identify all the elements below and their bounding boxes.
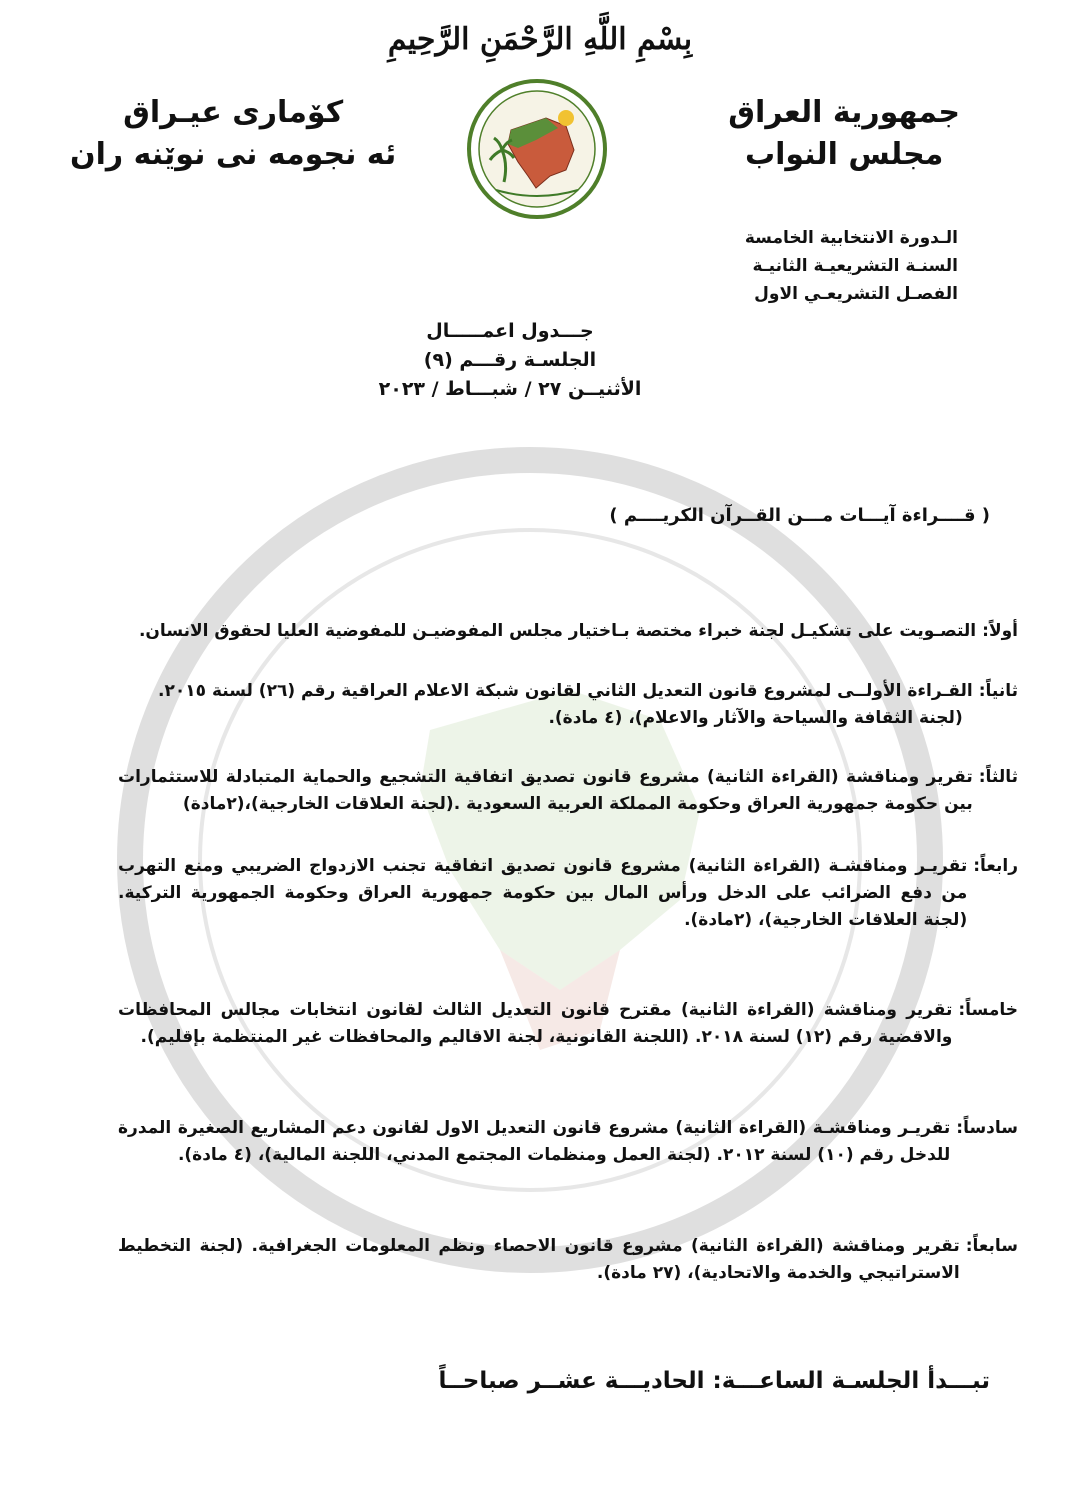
agenda-item [118, 1233, 1018, 1287]
agenda-item [118, 853, 1018, 934]
session-date: الأثنيــن ٢٧ / شبـــاط / ٢٠٢٣ [378, 378, 642, 400]
item-text: تقرير ومناقشة (القراءة الثانية) مشروع قانون تصديق اتفاقية التشجيع والحماية المتبادلة للاستثمارات بين حكومة جمهورية العراق وحكومة المملكة العربية السعودية .(لجنة العلاقات الخارجية)،(٢مادة) [118, 767, 973, 814]
agenda-item [118, 618, 1018, 645]
session-number: الجلسـة رقـــم (٩) [423, 349, 597, 371]
council-logo-icon [466, 78, 608, 220]
council-name: مجلس النواب [744, 137, 944, 172]
item-text: تقرير ومناقشة (القراءة الثانية) مشروع قانون الاحصاء ونظم المعلومات الجغرافية. (لجنة التخطيط الاستراتيجي والخدمة والاتحادية)، (٢٧ مادة). [118, 1236, 960, 1283]
item-number: خامساً: [958, 1000, 1018, 1020]
quran-reading: ( قــــراءة آيـــات مـــن القــرآن الكريــــم ) [609, 505, 990, 526]
agenda-item [118, 764, 1018, 818]
item-number: رابعاً: [973, 856, 1018, 876]
item-text: التصـويت على تشكيـل لجنة خبراء مختصة بـاختيار مجلس المفوضيـن للمفوضية العليا لحقوق الانسان. [138, 621, 977, 641]
item-text: القـراءة الأولــى لمشروع قانون التعديل الثاني لقانون شبكة الاعلام العراقية رقم (٢٦) لسنة ٢٠١٥. [158, 681, 973, 701]
item-number: أولاً: [982, 621, 1018, 641]
republic-name: جمهورية العراق [728, 95, 960, 130]
item-subtext: (لجنة الثقافة والسياحة والآثار والاعلام)، (٤ مادة). [548, 708, 963, 728]
term-info [745, 224, 958, 308]
agenda-item [118, 997, 1018, 1051]
legislative-chapter: الفصـل التشريعـي الاول [754, 284, 958, 304]
electoral-session: الـدورة الانتخابية الخامسة [744, 228, 958, 248]
session-start-time: تبـــدأ الجلسـة الساعـــة: الحاديـــة عشــر صباحــاً [438, 1368, 990, 1394]
agenda-title: جـــدول اعمـــــال [426, 320, 594, 342]
item-text: تقريـر ومناقشـة (القراءة الثانية) مشروع قانون التعديل الاول لقانون دعم المشاريع الصغيرة المدرة للدخل رقم (١٠) لسنة ٢٠١٢. (لجنة العمل ومنظمات المجتمع المدني، اللجنة المالية)، (٤ مادة). [118, 1118, 951, 1165]
basmala: بِسْمِ اللَّهِ الرَّحْمَنِ الرَّحِيمِ [387, 22, 693, 57]
legislative-year: السنـة التشريعيـة الثانيـة [752, 256, 958, 276]
item-text: تقريـر ومناقشـة (القراءة الثانية) مشروع قانون تصديق اتفاقية تجنب الازدواج الضريبي ومنع التهرب من دفع الضرائب على الدخل ورأس المال بين حكومة جمهورية العراق وحكومة الجمهورية التركية. (لجنة العلاقات الخارجية)، (٢مادة). [118, 856, 968, 930]
kurdish-council-name: ئه نجومه نى نوێنه ران [70, 137, 397, 172]
item-number: سادساً: [956, 1118, 1018, 1138]
item-number: ثالثاً: [978, 767, 1018, 787]
item-number: سابعاً: [965, 1236, 1018, 1256]
header-kurdish [70, 92, 396, 176]
item-number: ثانياً: [978, 681, 1018, 701]
agenda-item [118, 1115, 1018, 1169]
agenda-item [118, 678, 1018, 732]
agenda-title-block [300, 317, 720, 404]
item-text: تقرير ومناقشة (القراءة الثانية) مقترح قانون التعديل الثالث لقانون انتخابات مجالس المحافظات والاقضية رقم (١٢) لسنة ٢٠١٨. (اللجنة القانونية، لجنة الاقاليم والمحافظات غير المنتظمة بإقليم). [118, 1000, 953, 1047]
kurdish-republic-name: كۆمارى عيـراق [123, 95, 344, 130]
header-arabic [728, 92, 960, 176]
